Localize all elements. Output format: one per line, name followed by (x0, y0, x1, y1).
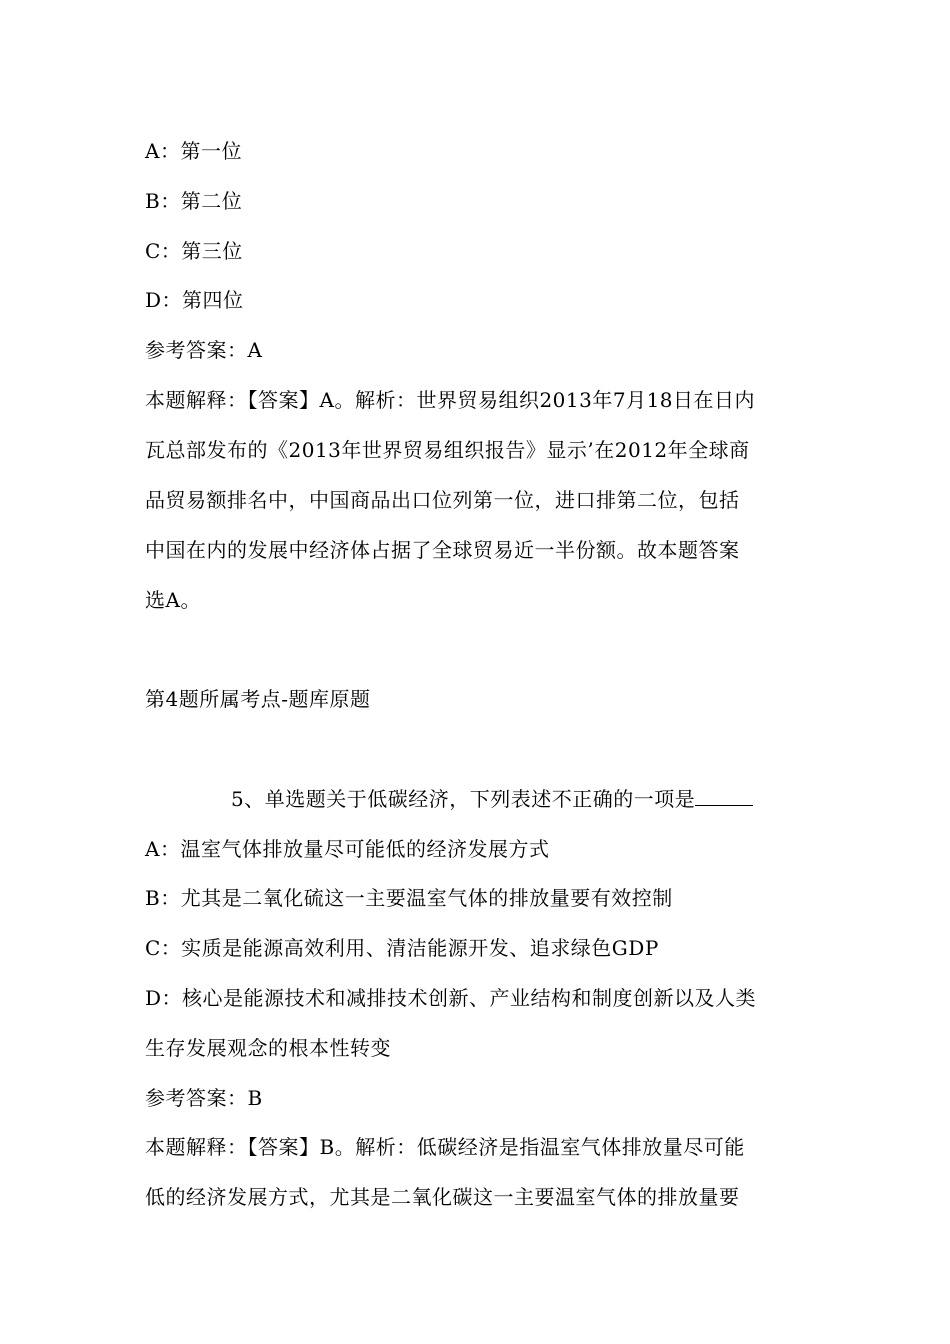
q5-explanation-line: 本题解释：【答案】B。解析：低碳经济是指温室气体排放量尽可能 (145, 1135, 745, 1159)
q5-option-d: D：核心是能源技术和减排技术创新、产业结构和制度创新以及人类 (145, 986, 757, 1010)
q4-option-c: C：第三位 (145, 239, 243, 263)
q4-option-d: D：第四位 (145, 288, 244, 312)
q5-option-b: B：尤其是二氧化硫这一主要温室气体的排放量要有效控制 (145, 886, 673, 910)
q4-answer: 参考答案：A (145, 338, 263, 362)
q5-option-c: C：实质是能源高效利用、清洁能源开发、追求绿色GDP (145, 936, 659, 960)
q5-answer: 参考答案：B (145, 1086, 263, 1110)
q4-option-a: A：第一位 (145, 139, 242, 163)
q4-topic: 第4题所属考点-题库原题 (145, 687, 371, 711)
q4-explanation-line: 选A。 (145, 588, 201, 612)
q4-explanation-line: 中国在内的发展中经济体占据了全球贸易近一半份额。故本题答案 (145, 538, 740, 562)
q4-explanation-line: 本题解释：【答案】A。解析：世界贸易组织2013年7月18日在日内 (145, 388, 756, 412)
q5-option-a: A：温室气体排放量尽可能低的经济发展方式 (145, 837, 550, 861)
q5-stem-text: 5、单选题关于低碳经济，下列表述不正确的一项是 (231, 787, 696, 811)
q5-option-d-continued: 生存发展观念的根本性转变 (145, 1036, 391, 1060)
answer-blank (695, 787, 753, 806)
q4-explanation-line: 品贸易额排名中，中国商品出口位列第一位，进口排第二位，包括 (145, 488, 740, 512)
q4-option-b: B：第二位 (145, 189, 243, 213)
q5-stem (231, 786, 896, 812)
q4-explanation-line: 瓦总部发布的《2013年世界贸易组织报告》显示’在2012年全球商 (145, 438, 750, 462)
q5-explanation-line: 低的经济发展方式，尤其是二氧化碳这一主要温室气体的排放量要 (145, 1185, 740, 1209)
